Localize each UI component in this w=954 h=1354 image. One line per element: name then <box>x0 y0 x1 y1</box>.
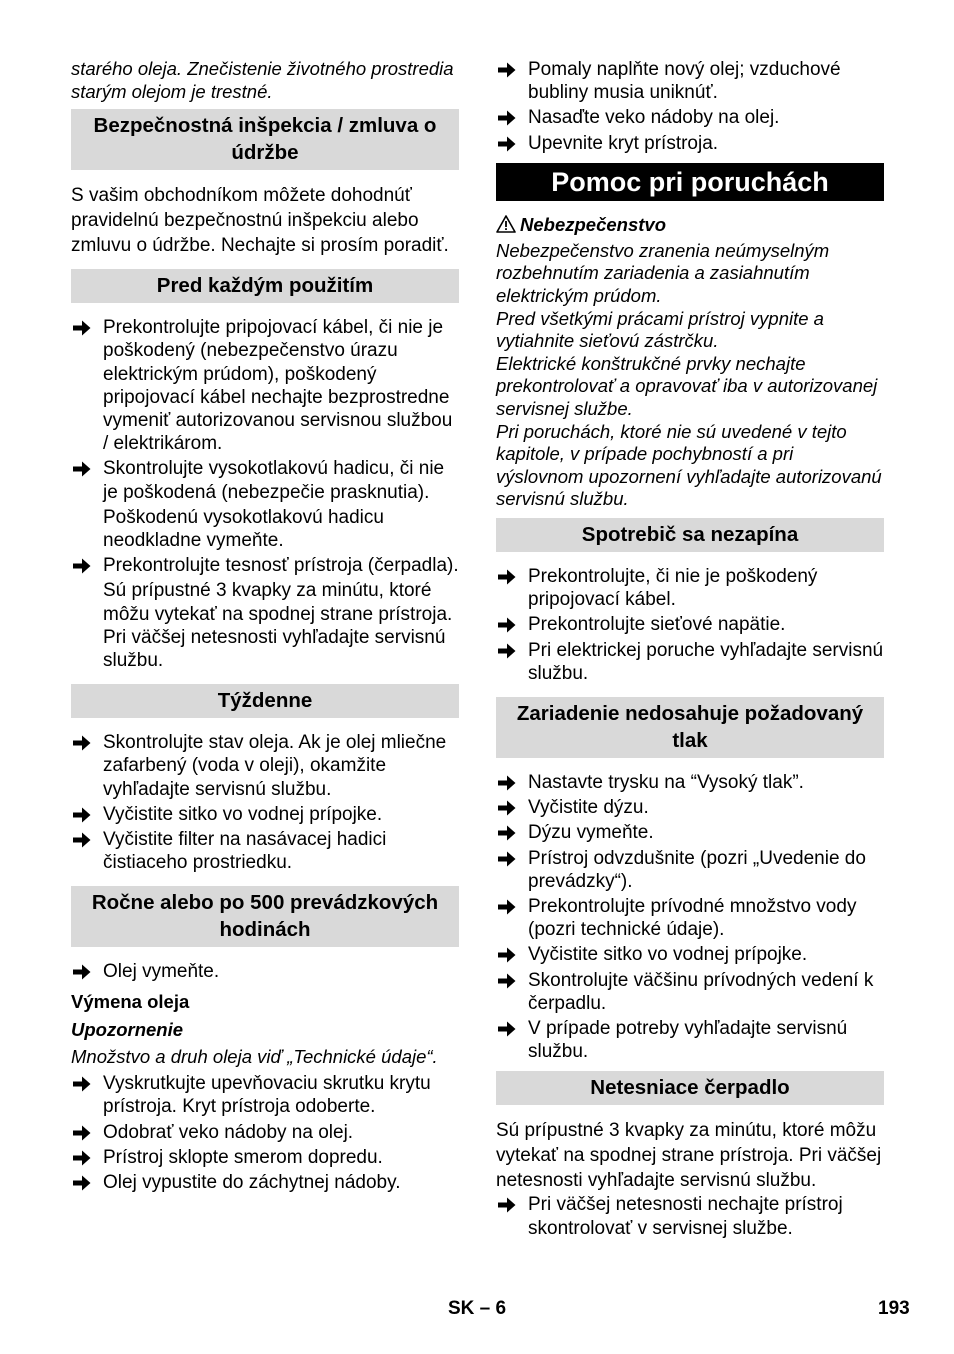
left-column <box>71 58 459 1196</box>
arrow-icon <box>498 774 516 790</box>
arrow-icon <box>498 642 516 658</box>
danger-text-2: Pred všetkými prácami prístroj vypnite a vytiahnite sieťovú zástrčku. <box>496 307 824 352</box>
oil-change-list-continued <box>496 58 884 155</box>
danger-text-1: Nebezpečenstvo zranenia neúmyselným rozbehnutím zariadenia a zasiahnutím elektrickým prúdom. <box>496 239 830 306</box>
arrow-icon <box>73 460 91 476</box>
list-item: Prekontrolujte, či nie je poškodený pripojovací kábel. <box>496 565 884 611</box>
subheading-note: Upozornenie <box>71 1018 184 1040</box>
heading-troubleshooting: Pomoc pri poruchách <box>496 163 884 201</box>
arrow-icon <box>73 557 91 573</box>
arrow-icon <box>498 972 516 988</box>
list-item: V prípade potreby vyhľadajte servisnú službu. <box>496 1017 884 1063</box>
list-item: Prekontrolujte pripojovací kábel, či nie je poškodený (nebezpečenstvo úrazu elektrickým prúdom), poškodený pripojovací kábel nechajte bezprostredne vymeniť autorizovanou servisnou službou / elektrikárom. <box>71 316 459 455</box>
list-item: Dýzu vymeňte. <box>496 821 884 844</box>
arrow-icon <box>73 806 91 822</box>
list-item: Olej vymeňte. <box>71 960 459 983</box>
arrow-icon <box>498 1196 516 1212</box>
arrow-icon <box>498 824 516 840</box>
arrow-icon <box>73 831 91 847</box>
note-text: Množstvo a druh oleja viď „Technické údaje“. <box>71 1045 438 1067</box>
arrow-icon <box>498 135 516 151</box>
heading-yearly: Ročne alebo po 500 prevádzkových hodinách <box>71 886 459 947</box>
list-item: Upevnite kryt prístroja. <box>496 132 884 155</box>
arrow-icon <box>498 946 516 962</box>
list-item: Odobrať veko nádoby na olej. <box>71 1121 459 1144</box>
list-item: Prístroj sklopte smerom dopredu. <box>71 1146 459 1169</box>
heading-weekly: Týždenne <box>71 684 459 718</box>
arrow-icon <box>498 1020 516 1036</box>
danger-text-4: Pri poruchách, ktoré nie sú uvedené v tejto kapitole, v prípade pochybností a pri výslovnom upozornení vyhľadajte autorizovanú servisnú službu. <box>496 420 882 510</box>
heading-before-each-use: Pred každým použitím <box>71 269 459 303</box>
right-column <box>496 58 884 1242</box>
list-item: Pomaly naplňte nový olej; vzduchové bubliny musia uniknúť. <box>496 58 884 104</box>
weekly-list <box>71 731 459 874</box>
list-item-continuation: Sú prípustné 3 kvapky za minútu, ktoré môžu vytekať na spodnej strane prístroja. Pri väčšej netesnosti vyhľadajte servisnú službu. <box>103 580 453 672</box>
arrow-icon <box>73 963 91 979</box>
list-item: Vyskrutkujte upevňovaciu skrutku krytu prístroja. Kryt prístroja odoberte. <box>71 1072 459 1118</box>
list-item: Prekontrolujte tesnosť prístroja (čerpadla). <box>71 554 459 577</box>
pump-paragraph: Sú prípustné 3 kvapky za minútu, ktoré môžu vytekať na spodnej strane prístroja. Pri väčšej netesnosti vyhľadajte servisnú službu. <box>496 1120 882 1192</box>
list-item: Skontrolujte stav oleja. Ak je olej mliečne zafarbený (voda v oleji), okamžite vyhľadajte servisnú službu. <box>71 731 459 801</box>
heading-leaking-pump: Netesniace čerpadlo <box>496 1071 884 1105</box>
list-item: Skontrolujte väčšinu prívodných vedení k čerpadlu. <box>496 969 884 1015</box>
arrow-icon <box>498 799 516 815</box>
arrow-icon <box>498 850 516 866</box>
subheading-oil-change: Výmena oleja <box>71 990 190 1012</box>
arrow-icon <box>73 734 91 750</box>
arrow-icon <box>73 1174 91 1190</box>
warning-triangle-icon <box>496 215 516 233</box>
arrow-icon <box>73 1075 91 1091</box>
inspection-paragraph: S vašim obchodníkom môžete dohodnúť pravidelnú bezpečnostnú inšpekciu alebo zmluvu o údržbe. Nechajte si prosím poradiť. <box>71 185 449 257</box>
list-item: Skontrolujte vysokotlakovú hadicu, či nie je poškodená (nebezpečie prasknutia). <box>71 457 459 503</box>
arrow-icon <box>498 61 516 77</box>
list-item: Prístroj odvzdušnite (pozri „Uvedenie do prevádzky“). <box>496 847 884 893</box>
list-item: Nastavte trysku na “Vysoký tlak”. <box>496 771 884 794</box>
list-item: Vyčistite dýzu. <box>496 796 884 819</box>
list-item: Prekontrolujte sieťové napätie. <box>496 613 884 636</box>
footer-language-code: SK – 6 <box>448 1298 507 1319</box>
intro-text: starého oleja. Znečistenie životného prostredia starým olejom je trestné. <box>71 58 454 102</box>
heading-device-not-starting: Spotrebič sa nezapína <box>496 518 884 552</box>
list-item: Prekontrolujte prívodné množstvo vody (pozri technické údaje). <box>496 895 884 941</box>
footer-page-number: 193 <box>878 1298 910 1319</box>
list-item-continuation: Poškodenú vysokotlakovú hadicu neodkladne vymeňte. <box>103 506 384 552</box>
arrow-icon <box>73 1124 91 1140</box>
danger-text-3: Elektrické konštrukčné prvky nechajte prekontrolovať a opravovať iba v autorizovanej servisnej službe. <box>496 352 878 419</box>
list-item: Vyčistite filter na nasávacej hadici čistiaceho prostriedku. <box>71 828 459 874</box>
arrow-icon <box>498 568 516 584</box>
list-item: Pri elektrickej poruche vyhľadajte servisnú službu. <box>496 639 884 685</box>
arrow-icon <box>73 1149 91 1165</box>
not-starting-list <box>496 565 884 685</box>
arrow-icon <box>73 319 91 335</box>
list-item: Pri väčšej netesnosti nechajte prístroj skontrolovať v servisnej službe. <box>496 1193 884 1239</box>
arrow-icon <box>498 616 516 632</box>
heading-safety-inspection: Bezpečnostná inšpekcia / zmluva o údržbe <box>71 109 459 170</box>
oil-change-list <box>71 1072 459 1194</box>
list-item: Vyčistite sitko vo vodnej prípojke. <box>71 803 459 826</box>
list-item: Nasaďte veko nádoby na olej. <box>496 106 884 129</box>
list-item: Vyčistite sitko vo vodnej prípojke. <box>496 943 884 966</box>
before-use-list <box>71 316 459 672</box>
danger-label: Nebezpečenstvo <box>496 213 884 237</box>
arrow-icon <box>498 109 516 125</box>
heading-no-pressure: Zariadenie nedosahuje požadovaný tlak <box>496 697 884 758</box>
arrow-icon <box>498 898 516 914</box>
list-item: Olej vypustite do záchytnej nádoby. <box>71 1171 459 1194</box>
pressure-list <box>496 771 884 1063</box>
